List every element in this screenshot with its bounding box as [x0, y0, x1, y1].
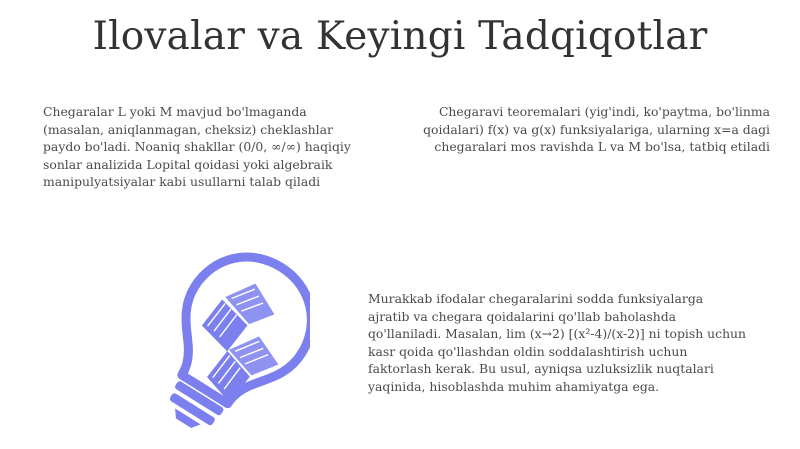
bottom-text-block: Murakkab ifodalar chegaralarini sodda funksiyalarga ajratib va chegara qoidalarini qo'llab baholashda qo'llaniladi. Masalan, lim (x→2) [(x²-4)/(x-2)] ni topish uchun kasr qoida qo'llashdan oldin soddalashtirish uchun faktorlash kerak. Bu usul, ayniqsa uzluksizlik nuqtalari yaqinida, hisoblashda muhim ahamiyatga ega. [368, 291, 747, 394]
slide-title: Ilovalar va Keyingi Tadqiqotlar [92, 14, 708, 59]
lightbulb-with-books-icon [160, 246, 310, 441]
right-text-block: Chegaravi teoremalari (yig'indi, ko'paytma, bo'linma qoidalari) f(x) va g(x) funksiyalariga, ularning x=a dagi chegaralari mos ravishda L va M bo'lsa, tatbiq etiladi [423, 104, 770, 155]
left-text-block: Chegaralar L yoki M mavjud bo'lmaganda (masalan, aniqlanmagan, cheksiz) cheklashlar paydo bo'ladi. Noaniq shakllar (0/0, ∞/∞) haqiqiy sonlar analizida Lopital qoidasi yoki algebraik manipulyatsiyalar kabi usullarni talab qiladi [43, 104, 351, 190]
